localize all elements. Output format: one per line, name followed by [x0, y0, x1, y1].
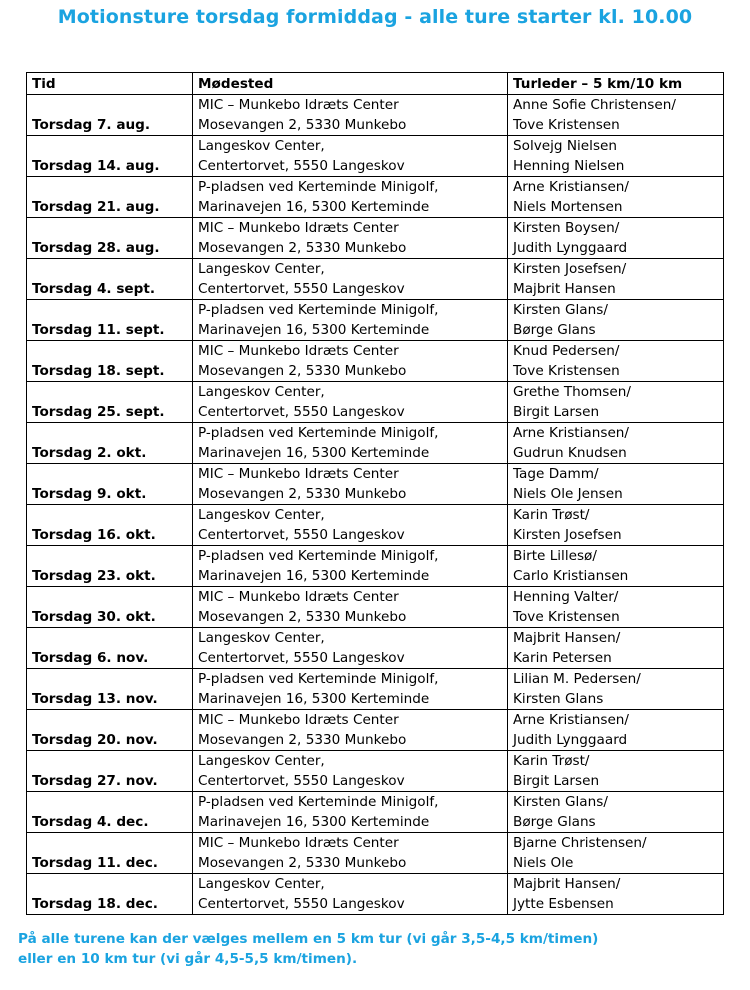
row-tour-leaders [508, 259, 724, 300]
row-meeting-place [193, 259, 508, 300]
meeting-place-line: Centertorvet, 5550 Langeskov [198, 158, 405, 174]
table-row [27, 341, 724, 382]
meeting-place-line: Mosevangen 2, 5330 Munkebo [198, 609, 407, 625]
row-tour-leaders [508, 505, 724, 546]
tour-leader-line: Arne Kristiansen/ [513, 425, 630, 441]
row-tour-leaders [508, 177, 724, 218]
tour-leader-line: Grethe Thomsen/ [513, 384, 631, 400]
row-tour-leaders [508, 628, 724, 669]
tour-leader-line: Anne Sofie Christensen/ [513, 97, 676, 113]
tour-leader-line: Kirsten Glans/ [513, 794, 608, 810]
meeting-place-line: Centertorvet, 5550 Langeskov [198, 404, 405, 420]
tour-leader-line: Kirsten Glans [513, 691, 604, 707]
meeting-place-line: MIC – Munkebo Idræts Center [198, 343, 399, 359]
meeting-place-line: MIC – Munkebo Idræts Center [198, 835, 399, 851]
row-meeting-place [193, 341, 508, 382]
tour-leader-line: Carlo Kristiansen [513, 568, 629, 584]
row-meeting-place [193, 382, 508, 423]
row-tour-leaders [508, 382, 724, 423]
tour-leader-line: Jytte Esbensen [513, 896, 614, 912]
row-meeting-place [193, 505, 508, 546]
meeting-place-line: P-pladsen ved Kerteminde Minigolf, [198, 425, 439, 441]
meeting-place-line: P-pladsen ved Kerteminde Minigolf, [198, 671, 439, 687]
row-date: Torsdag 16. okt. [27, 505, 193, 546]
table-row [27, 792, 724, 833]
meeting-place-line: P-pladsen ved Kerteminde Minigolf, [198, 179, 439, 195]
tour-leader-line: Birte Lillesø/ [513, 548, 597, 564]
row-date: Torsdag 13. nov. [27, 669, 193, 710]
meeting-place-line: Marinavejen 16, 5300 Kerteminde [198, 322, 430, 338]
row-meeting-place [193, 792, 508, 833]
row-meeting-place [193, 218, 508, 259]
row-meeting-place [193, 95, 508, 136]
meeting-place-line: Centertorvet, 5550 Langeskov [198, 281, 405, 297]
tour-leader-line: Majbrit Hansen/ [513, 876, 621, 892]
table-row [27, 505, 724, 546]
row-date: Torsdag 27. nov. [27, 751, 193, 792]
row-date: Torsdag 4. sept. [27, 259, 193, 300]
row-meeting-place [193, 669, 508, 710]
distance-note [18, 929, 598, 969]
tour-leader-line: Tove Kristensen [513, 117, 620, 133]
table-row [27, 177, 724, 218]
note-line-1: På alle turene kan der vælges mellem en 5 km tur (vi går 3,5-4,5 km/timen) [18, 931, 599, 947]
meeting-place-line: Mosevangen 2, 5330 Munkebo [198, 732, 407, 748]
note-line-2: eller en 10 km tur (vi går 4,5-5,5 km/timen). [18, 951, 358, 967]
row-date: Torsdag 25. sept. [27, 382, 193, 423]
meeting-place-line: MIC – Munkebo Idræts Center [198, 220, 399, 236]
table-row [27, 218, 724, 259]
meeting-place-line: Mosevangen 2, 5330 Munkebo [198, 363, 407, 379]
header-meeting-place: Mødested [193, 73, 508, 95]
tour-leader-line: Kirsten Josefsen [513, 527, 622, 543]
table-row [27, 95, 724, 136]
row-date: Torsdag 11. sept. [27, 300, 193, 341]
tour-leader-line: Børge Glans [513, 814, 596, 830]
meeting-place-line: Centertorvet, 5550 Langeskov [198, 773, 405, 789]
table-row [27, 300, 724, 341]
table-row [27, 587, 724, 628]
table-row [27, 423, 724, 464]
tour-leader-line: Henning Nielsen [513, 158, 625, 174]
tour-leader-line: Birgit Larsen [513, 773, 600, 789]
tour-leader-line: Judith Lynggaard [513, 240, 628, 256]
row-meeting-place [193, 136, 508, 177]
header-time: Tid [27, 73, 193, 95]
table-row [27, 259, 724, 300]
tour-leader-line: Judith Lynggaard [513, 732, 628, 748]
meeting-place-line: Langeskov Center, [198, 384, 325, 400]
row-date: Torsdag 9. okt. [27, 464, 193, 505]
table-row [27, 833, 724, 874]
tour-leader-line: Birgit Larsen [513, 404, 600, 420]
row-meeting-place [193, 177, 508, 218]
tour-leader-line: Kirsten Glans/ [513, 302, 608, 318]
meeting-place-line: P-pladsen ved Kerteminde Minigolf, [198, 794, 439, 810]
row-meeting-place [193, 874, 508, 915]
tour-leader-line: Karin Trøst/ [513, 753, 590, 769]
row-meeting-place [193, 423, 508, 464]
row-tour-leaders [508, 341, 724, 382]
row-date: Torsdag 11. dec. [27, 833, 193, 874]
meeting-place-line: Mosevangen 2, 5330 Munkebo [198, 486, 407, 502]
tour-leader-line: Majbrit Hansen [513, 281, 616, 297]
meeting-place-line: Langeskov Center, [198, 876, 325, 892]
tour-leader-line: Arne Kristiansen/ [513, 712, 630, 728]
meeting-place-line: MIC – Munkebo Idræts Center [198, 466, 399, 482]
row-meeting-place [193, 587, 508, 628]
row-date: Torsdag 30. okt. [27, 587, 193, 628]
tour-leader-line: Børge Glans [513, 322, 596, 338]
meeting-place-line: Marinavejen 16, 5300 Kerteminde [198, 568, 430, 584]
row-meeting-place [193, 300, 508, 341]
meeting-place-line: MIC – Munkebo Idræts Center [198, 712, 399, 728]
table-row [27, 751, 724, 792]
row-date: Torsdag 28. aug. [27, 218, 193, 259]
table-row [27, 546, 724, 587]
row-tour-leaders [508, 833, 724, 874]
table-row [27, 464, 724, 505]
row-meeting-place [193, 710, 508, 751]
row-tour-leaders [508, 751, 724, 792]
meeting-place-line: P-pladsen ved Kerteminde Minigolf, [198, 548, 439, 564]
schedule-rows [27, 95, 724, 915]
row-date: Torsdag 7. aug. [27, 95, 193, 136]
meeting-place-line: Langeskov Center, [198, 630, 325, 646]
row-tour-leaders [508, 95, 724, 136]
row-tour-leaders [508, 136, 724, 177]
meeting-place-line: Mosevangen 2, 5330 Munkebo [198, 855, 407, 871]
header-tour-leader: Turleder – 5 km/10 km [508, 73, 724, 95]
tour-leader-line: Knud Pedersen/ [513, 343, 620, 359]
tour-leader-line: Niels Ole [513, 855, 574, 871]
tour-leader-line: Tage Damm/ [513, 466, 599, 482]
meeting-place-line: P-pladsen ved Kerteminde Minigolf, [198, 302, 439, 318]
meeting-place-line: Mosevangen 2, 5330 Munkebo [198, 117, 407, 133]
row-tour-leaders [508, 792, 724, 833]
row-tour-leaders [508, 669, 724, 710]
meeting-place-line: Centertorvet, 5550 Langeskov [198, 527, 405, 543]
row-meeting-place [193, 546, 508, 587]
meeting-place-line: Langeskov Center, [198, 753, 325, 769]
meeting-place-line: Marinavejen 16, 5300 Kerteminde [198, 691, 430, 707]
row-tour-leaders [508, 546, 724, 587]
tour-leader-line: Kirsten Boysen/ [513, 220, 620, 236]
table-row [27, 710, 724, 751]
row-date: Torsdag 20. nov. [27, 710, 193, 751]
row-date: Torsdag 21. aug. [27, 177, 193, 218]
meeting-place-line: Langeskov Center, [198, 138, 325, 154]
row-date: Torsdag 23. okt. [27, 546, 193, 587]
row-tour-leaders [508, 464, 724, 505]
meeting-place-line: Centertorvet, 5550 Langeskov [198, 896, 405, 912]
row-tour-leaders [508, 300, 724, 341]
row-meeting-place [193, 628, 508, 669]
meeting-place-line: Marinavejen 16, 5300 Kerteminde [198, 445, 430, 461]
tour-leader-line: Majbrit Hansen/ [513, 630, 621, 646]
row-date: Torsdag 18. dec. [27, 874, 193, 915]
table-row [27, 382, 724, 423]
tour-leader-line: Tove Kristensen [513, 363, 620, 379]
tour-leader-line: Tove Kristensen [513, 609, 620, 625]
meeting-place-line: MIC – Munkebo Idræts Center [198, 589, 399, 605]
tour-leader-line: Lilian M. Pedersen/ [513, 671, 641, 687]
tour-leader-line: Karin Trøst/ [513, 507, 590, 523]
meeting-place-line: Marinavejen 16, 5300 Kerteminde [198, 814, 430, 830]
meeting-place-line: MIC – Munkebo Idræts Center [198, 97, 399, 113]
row-date: Torsdag 6. nov. [27, 628, 193, 669]
tour-leader-line: Gudrun Knudsen [513, 445, 627, 461]
tour-leader-line: Henning Valter/ [513, 589, 619, 605]
row-tour-leaders [508, 710, 724, 751]
row-date: Torsdag 4. dec. [27, 792, 193, 833]
meeting-place-line: Centertorvet, 5550 Langeskov [198, 650, 405, 666]
row-tour-leaders [508, 423, 724, 464]
meeting-place-line: Marinavejen 16, 5300 Kerteminde [198, 199, 430, 215]
schedule-table [26, 72, 724, 915]
tour-leader-line: Kirsten Josefsen/ [513, 261, 627, 277]
tour-leader-line: Niels Ole Jensen [513, 486, 623, 502]
meeting-place-line: Mosevangen 2, 5330 Munkebo [198, 240, 407, 256]
row-tour-leaders [508, 874, 724, 915]
tour-leader-line: Karin Petersen [513, 650, 612, 666]
table-row [27, 136, 724, 177]
table-row [27, 628, 724, 669]
row-date: Torsdag 18. sept. [27, 341, 193, 382]
meeting-place-line: Langeskov Center, [198, 507, 325, 523]
page-title: Motionsture torsdag formiddag - alle ture starter kl. 10.00 [57, 6, 693, 28]
tour-leader-line: Bjarne Christensen/ [513, 835, 647, 851]
table-row [27, 874, 724, 915]
table-header-row [27, 73, 724, 95]
row-date: Torsdag 14. aug. [27, 136, 193, 177]
row-tour-leaders [508, 587, 724, 628]
row-tour-leaders [508, 218, 724, 259]
row-meeting-place [193, 464, 508, 505]
meeting-place-line: Langeskov Center, [198, 261, 325, 277]
table-row [27, 669, 724, 710]
row-meeting-place [193, 833, 508, 874]
tour-leader-line: Niels Mortensen [513, 199, 623, 215]
row-date: Torsdag 2. okt. [27, 423, 193, 464]
tour-leader-line: Solvejg Nielsen [513, 138, 618, 154]
row-meeting-place [193, 751, 508, 792]
tour-leader-line: Arne Kristiansen/ [513, 179, 630, 195]
